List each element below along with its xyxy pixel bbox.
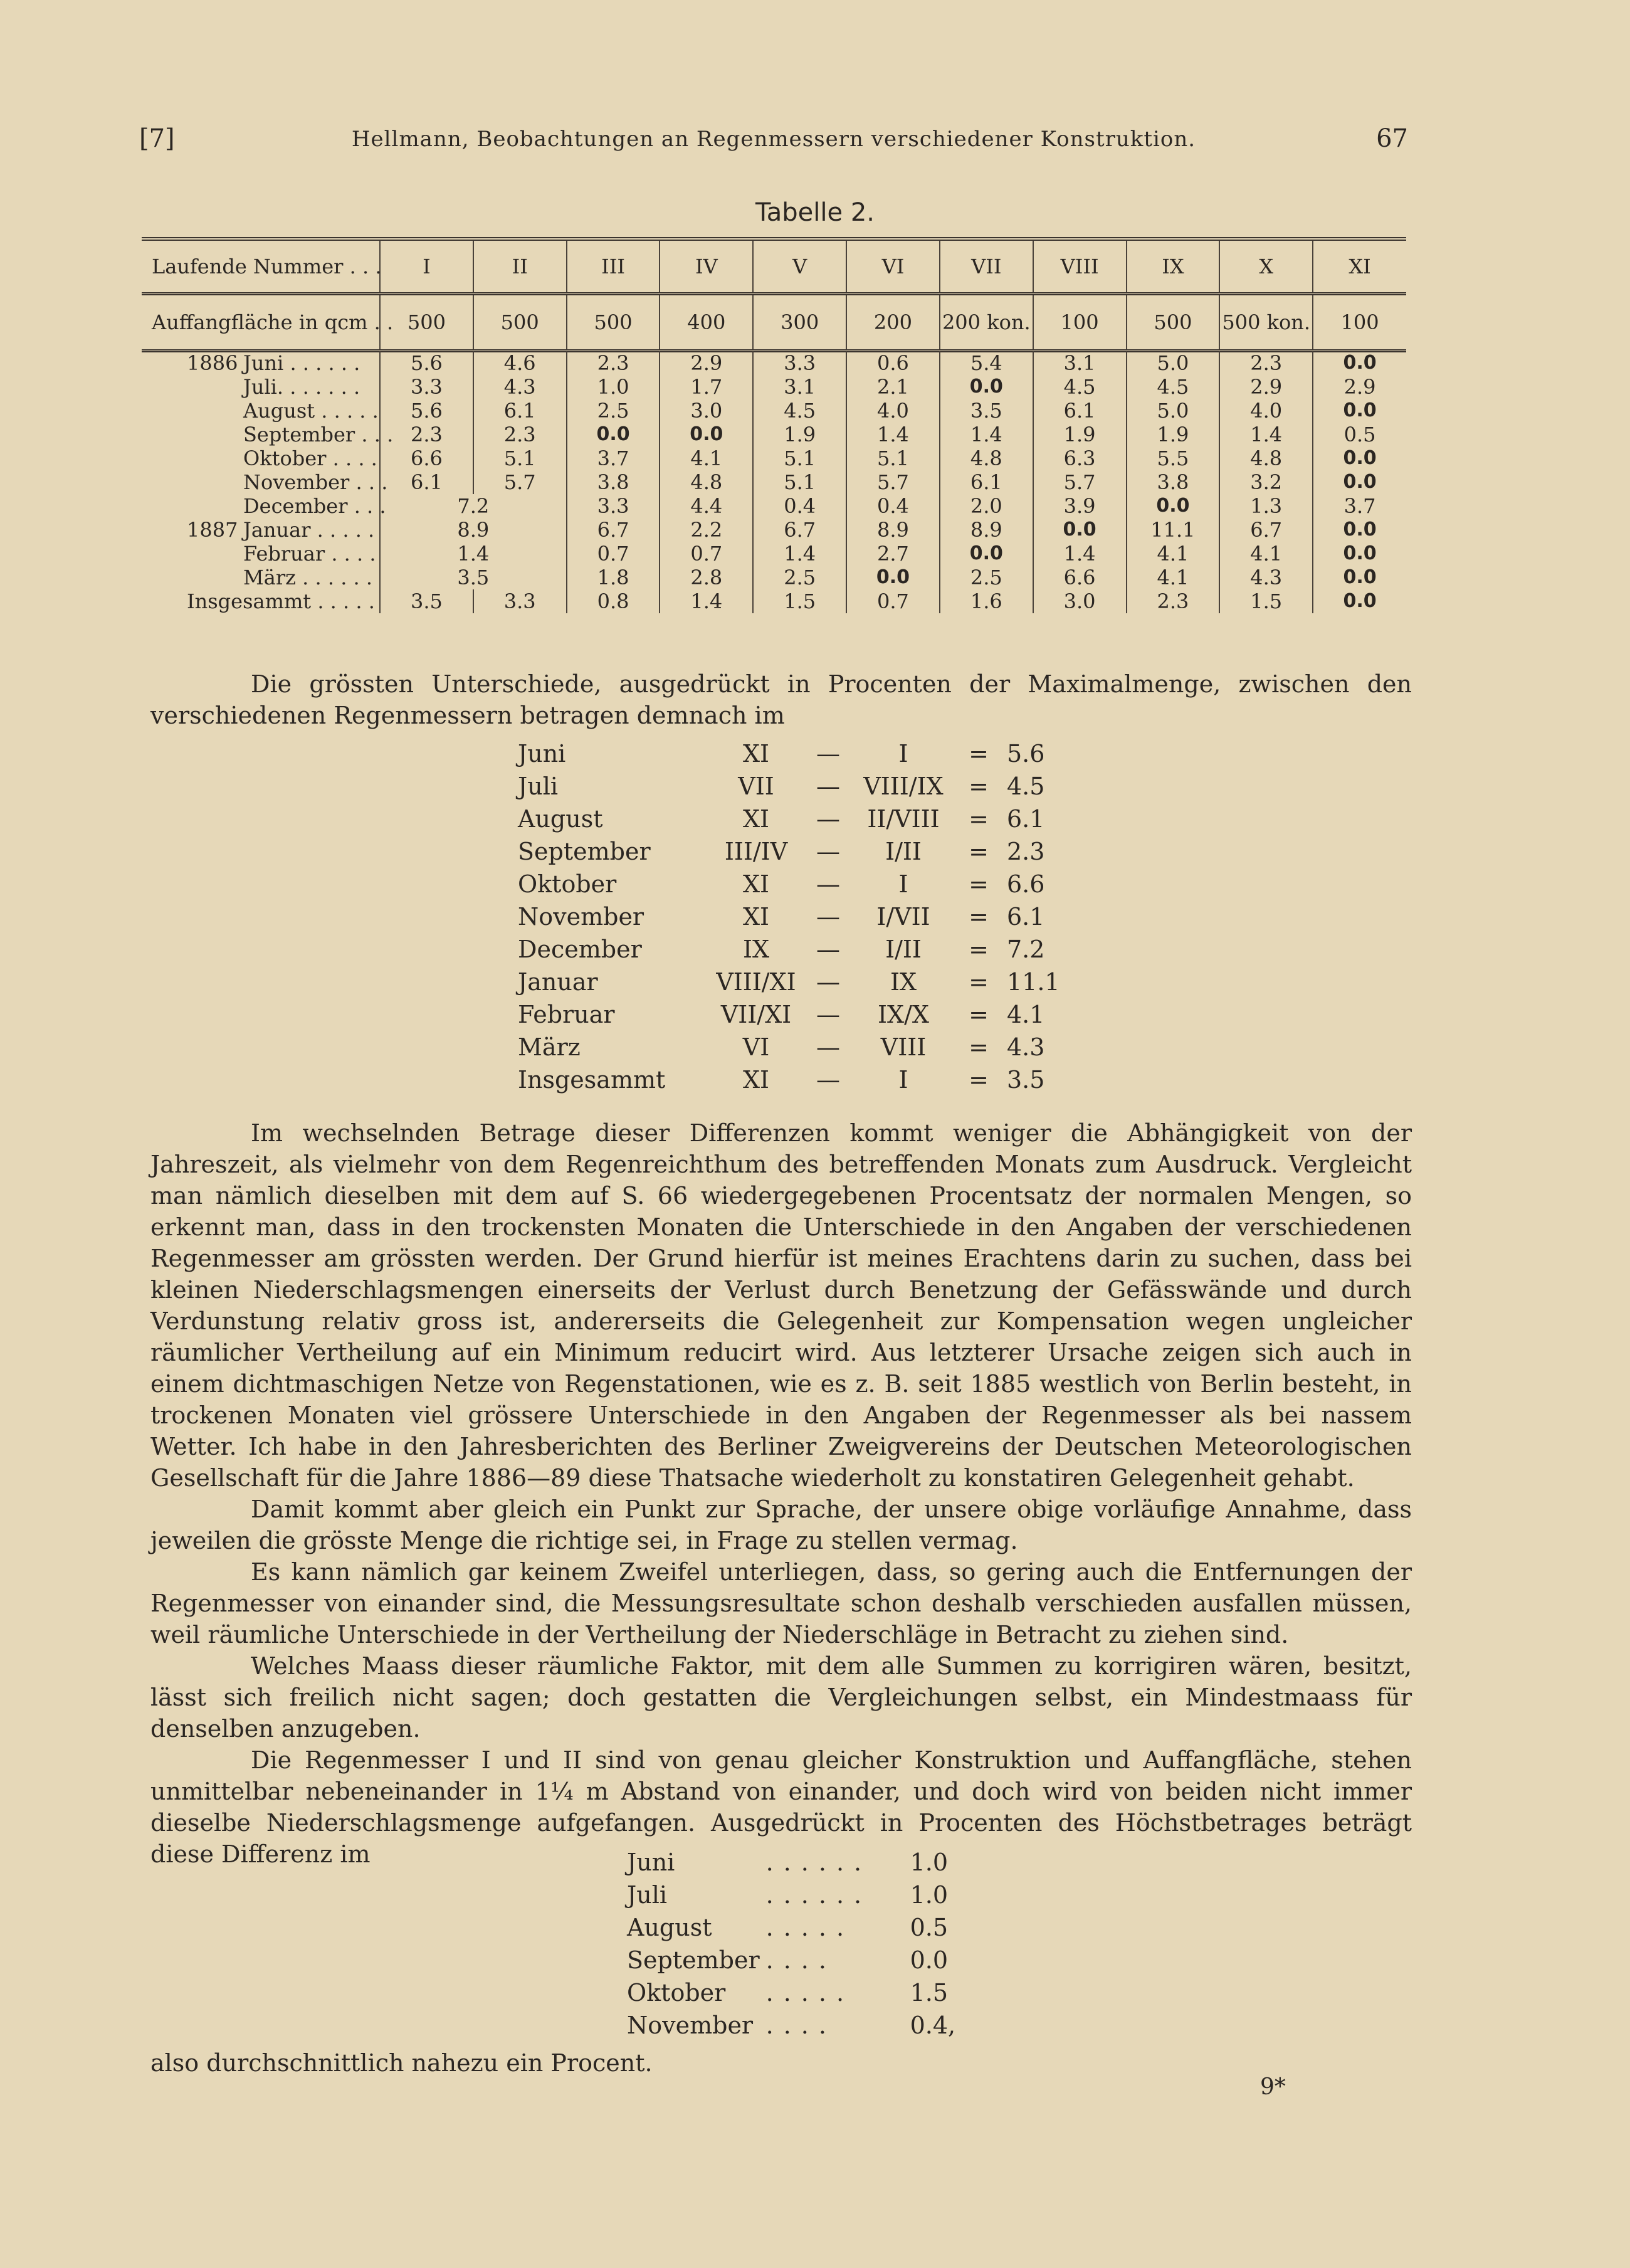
leader-dots: ......: [765, 1849, 872, 1876]
percent-month: Juli: [627, 1881, 668, 1909]
diff-gauge-a: XI: [742, 1066, 770, 1094]
merged-cell-I-II: 1.4: [380, 542, 567, 566]
column-number: VI: [846, 239, 940, 294]
table-cell: 6.1: [380, 470, 473, 494]
diff-row: [518, 900, 1076, 933]
diff-row: [518, 770, 1076, 803]
table-cell: 4.3: [1219, 566, 1313, 589]
month-name: Februar . . . .: [243, 541, 376, 566]
table-cell: 0.8: [567, 589, 660, 613]
table-cell: 1.4: [846, 423, 940, 446]
diff-equals: =: [969, 1001, 989, 1028]
table-cell: 4.8: [660, 470, 753, 494]
table-cell: 1.5: [753, 589, 846, 613]
table-cell: 0.7: [567, 542, 660, 566]
table-cell: 0.0: [1313, 446, 1406, 470]
table-cell: 3.8: [567, 470, 660, 494]
table-row: [142, 470, 1406, 494]
table-cell: 2.3: [1219, 351, 1313, 375]
diff-gauge-b: VIII: [880, 1033, 927, 1061]
column-number: III: [567, 239, 660, 294]
table-row: [142, 566, 1406, 589]
table-row: [142, 399, 1406, 423]
column-number: XI: [1313, 239, 1406, 294]
column-area: 500: [1127, 294, 1220, 351]
column-area: 200: [846, 294, 940, 351]
diff-dash: —: [816, 968, 840, 996]
leader-dots: .....: [765, 1914, 854, 1941]
paragraph-6: Die Regenmesser I und II sind von genau gleicher Konstruktion und Auffangfläche, stehen unmittelbar nebeneinander in 1¼ m Abstand von einander, und doch wird von beiden nicht immer dieselbe Niederschlagsmenge aufgefangen. Ausgedrückt in Procenten des Höchstbetrages beträgt diese Differenz im: [150, 1746, 1412, 1868]
table-cell: 3.7: [1313, 494, 1406, 518]
table-cell: 3.8: [1127, 470, 1220, 494]
percent-value: 1.0: [910, 1881, 949, 1909]
section-number: [7]: [139, 124, 175, 153]
table-cell: 3.1: [1033, 351, 1127, 375]
table-cell: 5.4: [940, 351, 1033, 375]
diff-row: [518, 966, 1076, 998]
table-cell: 5.7: [1033, 470, 1127, 494]
merged-cell-I-II: 7.2: [380, 494, 567, 518]
table-cell: 3.3: [753, 351, 846, 375]
table-cell: 4.3: [473, 375, 567, 399]
month-label: [142, 566, 380, 589]
table-cell: 0.0: [1313, 589, 1406, 613]
paragraph-2: Im wechselnden Betrage dieser Differenzen kommt weniger die Abhängigkeit von der Jahreszeit, als vielmehr von dem Regenreichthum des betreffenden Monats zum Ausdruck. Vergleicht man nämlich dieselben mit dem auf S. 66 wiedergegebenen Procentsatz der normalen Mengen, so erkennt man, dass in den trockensten Monaten die Unterschiede in den Angaben der verschiedenen Regenmesser am grössten werden. Der Grund hierfür ist meines Erachtens darin zu suchen, dass bei kleinen Niederschlagsmengen einerseits der Verlust durch Benetzung der Gefässwände und durch Verdunstung relativ gross ist, andererseits die Gelegenheit zur Kompensation wegen ungleicher räumlicher Vertheilung auf ein Minimum reducirt wird. Aus letzterer Ursache zeigen sich auch in einem dichtmaschigen Netze von Regenstationen, wie es z. B. seit 1885 westlich von Berlin besteht, in trockenen Monaten viel grössere Unterschiede in den Angaben der Regenmesser als bei nassem Wetter. Ich habe in den Jahresberichten des Berliner Zweigvereins der Deutschen Meteorologischen Gesellschaft für die Jahre 1886—89 diese Thatsache wiederholt zu konstatiren Gelegenheit gehabt.: [150, 1119, 1412, 1492]
table-cell: 2.3: [380, 423, 473, 446]
merged-cell-I-II: 3.5: [380, 566, 567, 589]
diff-equals: =: [969, 870, 989, 898]
diff-value: 11.1: [1007, 968, 1060, 996]
month-label: [142, 351, 380, 375]
table-row: [142, 542, 1406, 566]
table-cell: 4.6: [473, 351, 567, 375]
table-cell: 1.4: [660, 589, 753, 613]
diff-value: 4.3: [1007, 1033, 1045, 1061]
diff-month: November: [518, 903, 644, 931]
diff-value: 7.2: [1007, 936, 1045, 963]
table-cell: 1.3: [1219, 494, 1313, 518]
column-number: IV: [660, 239, 753, 294]
table-cell: 6.7: [1219, 518, 1313, 542]
row-label: Laufende Nummer . . .: [142, 239, 380, 294]
diff-equals: =: [969, 1033, 989, 1061]
table-cell: 0.0: [940, 542, 1033, 566]
table-row: [142, 518, 1406, 542]
percent-month: September: [627, 1946, 760, 1974]
table-cell: 3.0: [660, 399, 753, 423]
table-cell: 2.2: [660, 518, 753, 542]
diff-dash: —: [816, 805, 840, 833]
table-cell: 0.6: [846, 351, 940, 375]
month-name: December . . .: [243, 493, 386, 518]
diff-dash: —: [816, 870, 840, 898]
table-cell: 0.7: [846, 589, 940, 613]
table-cell: 6.1: [1033, 399, 1127, 423]
diff-gauge-a: VII: [738, 773, 774, 800]
percent-row: [627, 1944, 986, 1976]
table-cell: 5.1: [473, 446, 567, 470]
percent-value: 0.4,: [910, 2012, 956, 2039]
row-label: Auffangfläche in qcm . .: [142, 294, 380, 351]
table-cell: 2.3: [1127, 589, 1220, 613]
table-cell: 1.5: [1219, 589, 1313, 613]
diff-dash: —: [816, 1033, 840, 1061]
table-cell: 1.0: [567, 375, 660, 399]
table-cell: 3.7: [567, 446, 660, 470]
diff-gauge-a: VI: [742, 1033, 770, 1061]
month-name: Juni . . . . . .: [243, 351, 360, 375]
diff-equals: =: [969, 968, 989, 996]
table-cell: 4.1: [1127, 566, 1220, 589]
diff-dash: —: [816, 903, 840, 931]
diff-row: [518, 835, 1076, 868]
leader-dots: ....: [765, 1946, 836, 1974]
table-cell: 2.9: [660, 351, 753, 375]
diff-equals: =: [969, 903, 989, 931]
percent-value: 1.5: [910, 1979, 949, 2007]
table-cell: 8.9: [846, 518, 940, 542]
diff-value: 4.5: [1007, 773, 1045, 800]
table-cell: 0.0: [940, 375, 1033, 399]
table-cell: 5.1: [753, 446, 846, 470]
table-cell: 4.4: [660, 494, 753, 518]
table-cell: 5.5: [1127, 446, 1220, 470]
table-cell: 4.1: [1219, 542, 1313, 566]
month-name: September . . .: [243, 422, 394, 446]
table-cell: 2.0: [940, 494, 1033, 518]
diff-gauge-b: I/VII: [876, 903, 930, 931]
table-cell: 4.5: [753, 399, 846, 423]
column-number: V: [753, 239, 846, 294]
table-cell: 0.4: [846, 494, 940, 518]
paragraph-1: Die grössten Unterschiede, ausgedrückt in Procenten der Maximalmenge, zwischen den verschiedenen Regenmessern betragen demnach im: [150, 670, 1412, 729]
column-area: 100: [1033, 294, 1127, 351]
table-cell: 4.0: [846, 399, 940, 423]
table-cell: 2.5: [940, 566, 1033, 589]
diff-month: Januar: [518, 968, 598, 996]
table-cell: 6.6: [1033, 566, 1127, 589]
running-title: Hellmann, Beobachtungen an Regenmessern verschiedener Konstruktion.: [351, 127, 1196, 152]
month-label: [142, 493, 386, 518]
table-cell: 5.0: [1127, 351, 1220, 375]
table-cell: 2.9: [1313, 375, 1406, 399]
diff-gauge-b: VIII/IX: [863, 773, 944, 800]
diff-month: August: [518, 805, 603, 833]
diff-value: 3.5: [1007, 1066, 1045, 1094]
month-label: [142, 446, 380, 470]
table-row: [142, 375, 1406, 399]
leader-dots: ....: [765, 2012, 836, 2039]
column-area: 100: [1313, 294, 1406, 351]
table-cell: 5.1: [846, 446, 940, 470]
table-cell: 2.7: [846, 542, 940, 566]
table-cell: 2.3: [567, 351, 660, 375]
table-cell: 0.0: [567, 423, 660, 446]
month-label: [142, 518, 380, 542]
diff-dash: —: [816, 773, 840, 800]
percent-month: November: [627, 2012, 754, 2039]
diff-month: Insgesammt: [518, 1066, 666, 1094]
column-number: I: [380, 239, 473, 294]
table-row: [142, 494, 1406, 518]
paragraph-3: Damit kommt aber gleich ein Punkt zur Sprache, der unsere obige vorläufige Annahme, dass jeweilen die grösste Menge die richtige sei, in Frage zu stellen vermag.: [150, 1495, 1412, 1554]
diff-gauge-a: XI: [742, 740, 770, 767]
running-header: [139, 124, 1408, 162]
table-cell: 1.9: [1033, 423, 1127, 446]
table-row: [142, 351, 1406, 375]
header-row-areas: [142, 294, 1406, 351]
closing-sentence: also durchschnittlich nahezu ein Procent.: [150, 2049, 653, 2077]
table-cell: 5.0: [1127, 399, 1220, 423]
table-cell: 11.1: [1127, 518, 1220, 542]
diff-gauge-b: I: [898, 870, 908, 898]
leader-dots: .....: [765, 1979, 854, 2007]
diff-gauge-a: XI: [742, 903, 770, 931]
percent-value: 0.5: [910, 1914, 949, 1941]
total-label: Insgesammt . . . . .: [187, 589, 375, 613]
table-cell: 8.9: [940, 518, 1033, 542]
table-cell: 2.3: [473, 423, 567, 446]
diff-gauge-b: IX: [890, 968, 917, 996]
table-cell: 5.6: [380, 351, 473, 375]
table-cell: 6.1: [473, 399, 567, 423]
column-area: 500 kon.: [1219, 294, 1313, 351]
month-name: März . . . . . .: [243, 565, 373, 589]
percent-row: [627, 1911, 986, 1944]
differences-list: [518, 737, 1076, 1096]
month-label: [142, 422, 394, 446]
table-cell: 2.8: [660, 566, 753, 589]
table-cell: 5.6: [380, 399, 473, 423]
table-cell: 5.7: [473, 470, 567, 494]
table-cell: 3.5: [380, 589, 473, 613]
table-cell: 1.8: [567, 566, 660, 589]
month-name: Oktober . . . .: [243, 446, 377, 470]
table-cell: 4.8: [940, 446, 1033, 470]
column-number: X: [1219, 239, 1313, 294]
diff-row: [518, 868, 1076, 900]
total-row: [142, 589, 1406, 613]
diff-row: [518, 998, 1076, 1031]
month-name: Juli. . . . . . .: [243, 374, 360, 399]
table-cell: 0.5: [1313, 423, 1406, 446]
table-cell: 2.5: [567, 399, 660, 423]
diff-equals: =: [969, 1066, 989, 1094]
column-number: VIII: [1033, 239, 1127, 294]
body-text: [150, 1117, 1412, 1870]
column-area: 500: [380, 294, 473, 351]
table-cell: 1.7: [660, 375, 753, 399]
percent-month: Juni: [627, 1849, 675, 1876]
percent-month: August: [627, 1914, 712, 1941]
diff-equals: =: [969, 936, 989, 963]
table-cell: 0.0: [1127, 494, 1220, 518]
table-cell: 5.7: [846, 470, 940, 494]
diff-month: März: [518, 1033, 581, 1061]
percent-row: [627, 1846, 986, 1879]
percent-month: Oktober: [627, 1979, 726, 2007]
table-cell: 5.1: [753, 470, 846, 494]
diff-value: 6.1: [1007, 903, 1045, 931]
percent-row: [627, 1879, 986, 1911]
column-number: II: [473, 239, 567, 294]
table-cell: 3.1: [753, 375, 846, 399]
diff-value: 6.1: [1007, 805, 1045, 833]
table-cell: 0.0: [1313, 470, 1406, 494]
table-cell: 3.3: [380, 375, 473, 399]
table-cell: 0.0: [1313, 518, 1406, 542]
table-cell: 4.5: [1033, 375, 1127, 399]
table-cell: 1.4: [753, 542, 846, 566]
table-cell: 3.0: [1033, 589, 1127, 613]
table-cell: 6.6: [380, 446, 473, 470]
diff-gauge-b: II/VIII: [867, 805, 940, 833]
percent-value: 0.0: [910, 1946, 949, 1974]
table-cell: 1.9: [1127, 423, 1220, 446]
paragraph-4: Es kann nämlich gar keinem Zweifel unterliegen, dass, so gering auch die Entfernungen der Regenmesser von einander sind, die Messungsresultate schon deshalb verschieden ausfallen müssen, weil räumliche Unterschiede in der Vertheilung der Niederschläge in Betracht zu ziehen sind.: [150, 1558, 1412, 1648]
month-label: [142, 399, 380, 423]
diff-row: [518, 737, 1076, 770]
table-cell: 6.1: [940, 470, 1033, 494]
diff-month: September: [518, 838, 651, 865]
diff-month: Februar: [518, 1001, 615, 1028]
diff-dash: —: [816, 936, 840, 963]
table-cell: 4.5: [1127, 375, 1220, 399]
diff-value: 5.6: [1007, 740, 1045, 767]
column-area: 300: [753, 294, 846, 351]
percent-row: [627, 1976, 986, 2009]
diff-gauge-b: I: [898, 1066, 908, 1094]
column-area: 400: [660, 294, 753, 351]
diff-gauge-a: XI: [742, 805, 770, 833]
month-label: [142, 542, 380, 566]
paragraph-5: Welches Maass dieser räumliche Faktor, mit dem alle Summen zu korrigiren wären, besitzt, lässt sich freilich nicht sagen; doch gestatten die Vergleichungen selbst, ein Mindestmaass für denselben anzugeben.: [150, 1652, 1412, 1743]
table-cell: 4.8: [1219, 446, 1313, 470]
table-cell: 1.6: [940, 589, 1033, 613]
table-cell: 0.0: [1313, 542, 1406, 566]
table-cell: 1.9: [753, 423, 846, 446]
diff-month: December: [518, 936, 642, 963]
diff-total-row: [518, 1063, 1076, 1096]
table-cell: 0.0: [1313, 566, 1406, 589]
diff-value: 6.6: [1007, 870, 1045, 898]
table-cell: 3.3: [567, 494, 660, 518]
diff-month: Juli: [518, 773, 559, 800]
month-label: [142, 470, 388, 494]
table-cell: 0.0: [1033, 518, 1127, 542]
table-cell: 4.1: [1127, 542, 1220, 566]
header-row-numbers: [142, 239, 1406, 294]
diff-gauge-a: XI: [742, 870, 770, 898]
year-label: 1887: [187, 517, 238, 542]
diff-gauge-a: III/IV: [724, 838, 788, 865]
percent-list: [627, 1846, 986, 2042]
table-cell: 6.3: [1033, 446, 1127, 470]
diff-row: [518, 933, 1076, 966]
table-cell: 1.4: [940, 423, 1033, 446]
table-cell: 0.7: [660, 542, 753, 566]
diff-value: 2.3: [1007, 838, 1045, 865]
table-cell: 3.2: [1219, 470, 1313, 494]
year-label: 1886: [187, 351, 238, 375]
table-cell: 0.0: [846, 566, 940, 589]
diff-dash: —: [816, 740, 840, 767]
table-row: [142, 423, 1406, 446]
diff-gauge-a: IX: [742, 936, 770, 963]
diff-gauge-a: VIII/XI: [716, 968, 796, 996]
table-cell: 1.4: [1219, 423, 1313, 446]
diff-gauge-b: I/II: [885, 936, 922, 963]
column-number: IX: [1127, 239, 1220, 294]
merged-cell-I-II: 8.9: [380, 518, 567, 542]
diff-dash: —: [816, 1066, 840, 1094]
sheet-signature: 9*: [1260, 2074, 1286, 2100]
month-name: November . . .: [243, 470, 388, 494]
column-area: 200 kon.: [940, 294, 1033, 351]
table-cell: 3.3: [473, 589, 567, 613]
month-name: August . . . . .: [243, 398, 379, 423]
table-cell: 4.1: [660, 446, 753, 470]
column-area: 500: [567, 294, 660, 351]
table-cell: 3.9: [1033, 494, 1127, 518]
table-cell: 1.4: [1033, 542, 1127, 566]
table-cell: 2.9: [1219, 375, 1313, 399]
diff-dash: —: [816, 838, 840, 865]
table-cell: 0.0: [1313, 399, 1406, 423]
diff-gauge-a: VII/XI: [720, 1001, 792, 1028]
diff-dash: —: [816, 1001, 840, 1028]
diff-row: [518, 1031, 1076, 1063]
diff-equals: =: [969, 773, 989, 800]
data-table: [142, 237, 1406, 613]
table-cell: 3.5: [940, 399, 1033, 423]
percent-row: [627, 2009, 986, 2042]
leader-dots: ......: [765, 1881, 872, 1909]
table-cell: 6.7: [567, 518, 660, 542]
diff-gauge-b: I/II: [885, 838, 922, 865]
diff-gauge-b: IX/X: [878, 1001, 929, 1028]
diff-equals: =: [969, 838, 989, 865]
diff-equals: =: [969, 805, 989, 833]
column-number: VII: [940, 239, 1033, 294]
diff-row: [518, 803, 1076, 835]
table-cell: 0.4: [753, 494, 846, 518]
page-number: 67: [1376, 124, 1408, 153]
diff-equals: =: [969, 740, 989, 767]
diff-month: Juni: [518, 740, 566, 767]
month-name: Januar . . . . .: [243, 517, 375, 542]
table-cell: 2.5: [753, 566, 846, 589]
table-cell: 0.0: [660, 423, 753, 446]
table-title: Tabelle 2.: [755, 198, 875, 227]
table-cell: 4.0: [1219, 399, 1313, 423]
diff-gauge-b: I: [898, 740, 908, 767]
diff-value: 4.1: [1007, 1001, 1045, 1028]
table-cell: 6.7: [753, 518, 846, 542]
table-cell: 0.0: [1313, 351, 1406, 375]
table-cell: 2.1: [846, 375, 940, 399]
percent-value: 1.0: [910, 1849, 949, 1876]
diff-month: Oktober: [518, 870, 617, 898]
column-area: 500: [473, 294, 567, 351]
month-label: [142, 375, 380, 399]
table-row: [142, 446, 1406, 470]
